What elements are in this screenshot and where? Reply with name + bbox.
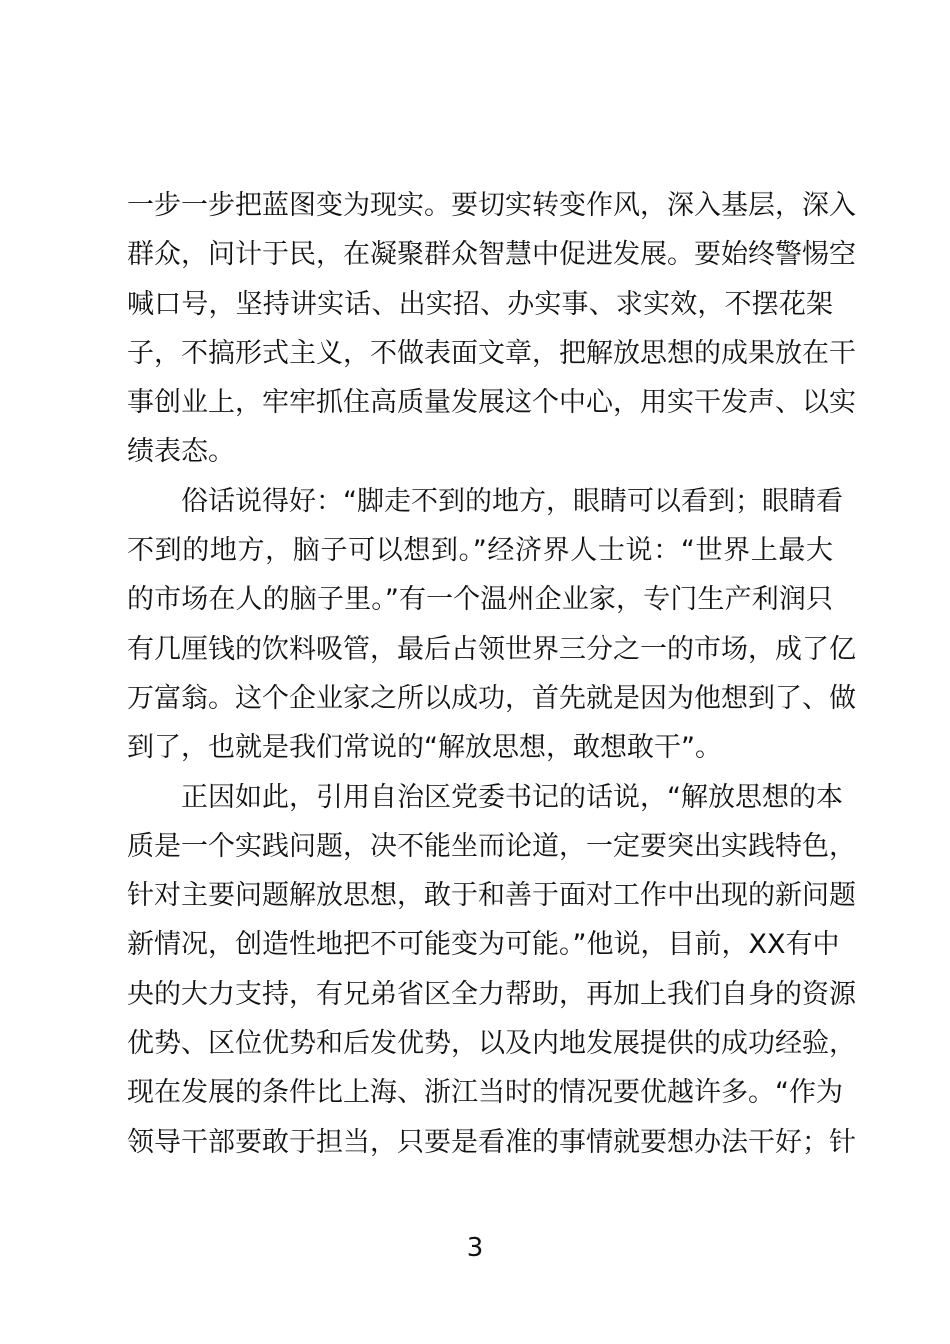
text-line: 的市场在人的脑子里。”有一个温州企业家，专门生产利润只 <box>127 584 833 616</box>
text-line: 新情况，创造性地把不可能变为可能。”他说，目前，XX有中 <box>127 929 840 961</box>
text-line: 一步一步把蓝图变为现实。要切实转变作风，深入基层，深入 <box>127 190 856 221</box>
text-line: 不到的地方，脑子可以想到。”经济界人士说：“世界上最大 <box>127 535 833 567</box>
body-text <box>127 181 856 1167</box>
text-line: 现在发展的条件比上海、浙江当时的情况要优越许多。“作为 <box>127 1077 843 1109</box>
text-line: 俗话说得好：“脚走不到的地方，眼睛可以看到；眼睛看 <box>181 485 843 517</box>
paragraph-3 <box>127 773 856 1167</box>
page-number: 3 <box>466 1233 484 1263</box>
text-line: 喊口号，坚持讲实话、出实招、办实事、求实效，不摆花架 <box>127 288 833 320</box>
text-line: 有几厘钱的饮料吸管，最后占领世界三分之一的市场，成了亿 <box>127 633 856 665</box>
text-line: 央的大力支持，有兄弟省区全力帮助，再加上我们自身的资源 <box>127 978 856 1010</box>
text-line: 群众，问计于民，在凝聚群众智慧中促进发展。要始终警惕空 <box>127 239 856 271</box>
text-line: 针对主要问题解放思想，敢于和善于面对工作中出现的新问题 <box>127 880 856 912</box>
text-line: 正因如此，引用自治区党委书记的话说，“解放思想的本 <box>181 781 843 813</box>
text-line: 子，不搞形式主义，不做表面文章，把解放思想的成果放在干 <box>127 337 856 369</box>
text-line: 优势、区位优势和后发优势，以及内地发展提供的成功经验， <box>127 1028 856 1060</box>
text-line: 事创业上，牢牢抓住高质量发展这个中心，用实干发声、以实 <box>127 387 856 419</box>
text-line: 领导干部要敢于担当，只要是看准的事情就要想办法干好；针 <box>127 1126 856 1158</box>
text-line: 质是一个实践问题，决不能坐而论道，一定要突出实践特色， <box>127 830 856 862</box>
text-line: 万富翁。这个企业家之所以成功，首先就是因为他想到了、做 <box>127 682 856 714</box>
paragraph-1 <box>127 181 856 477</box>
paragraph-2 <box>127 477 856 773</box>
text-line: 绩表态。 <box>127 436 235 468</box>
text-line: 到了，也就是我们常说的“解放思想，敢想敢干”。 <box>127 732 722 764</box>
